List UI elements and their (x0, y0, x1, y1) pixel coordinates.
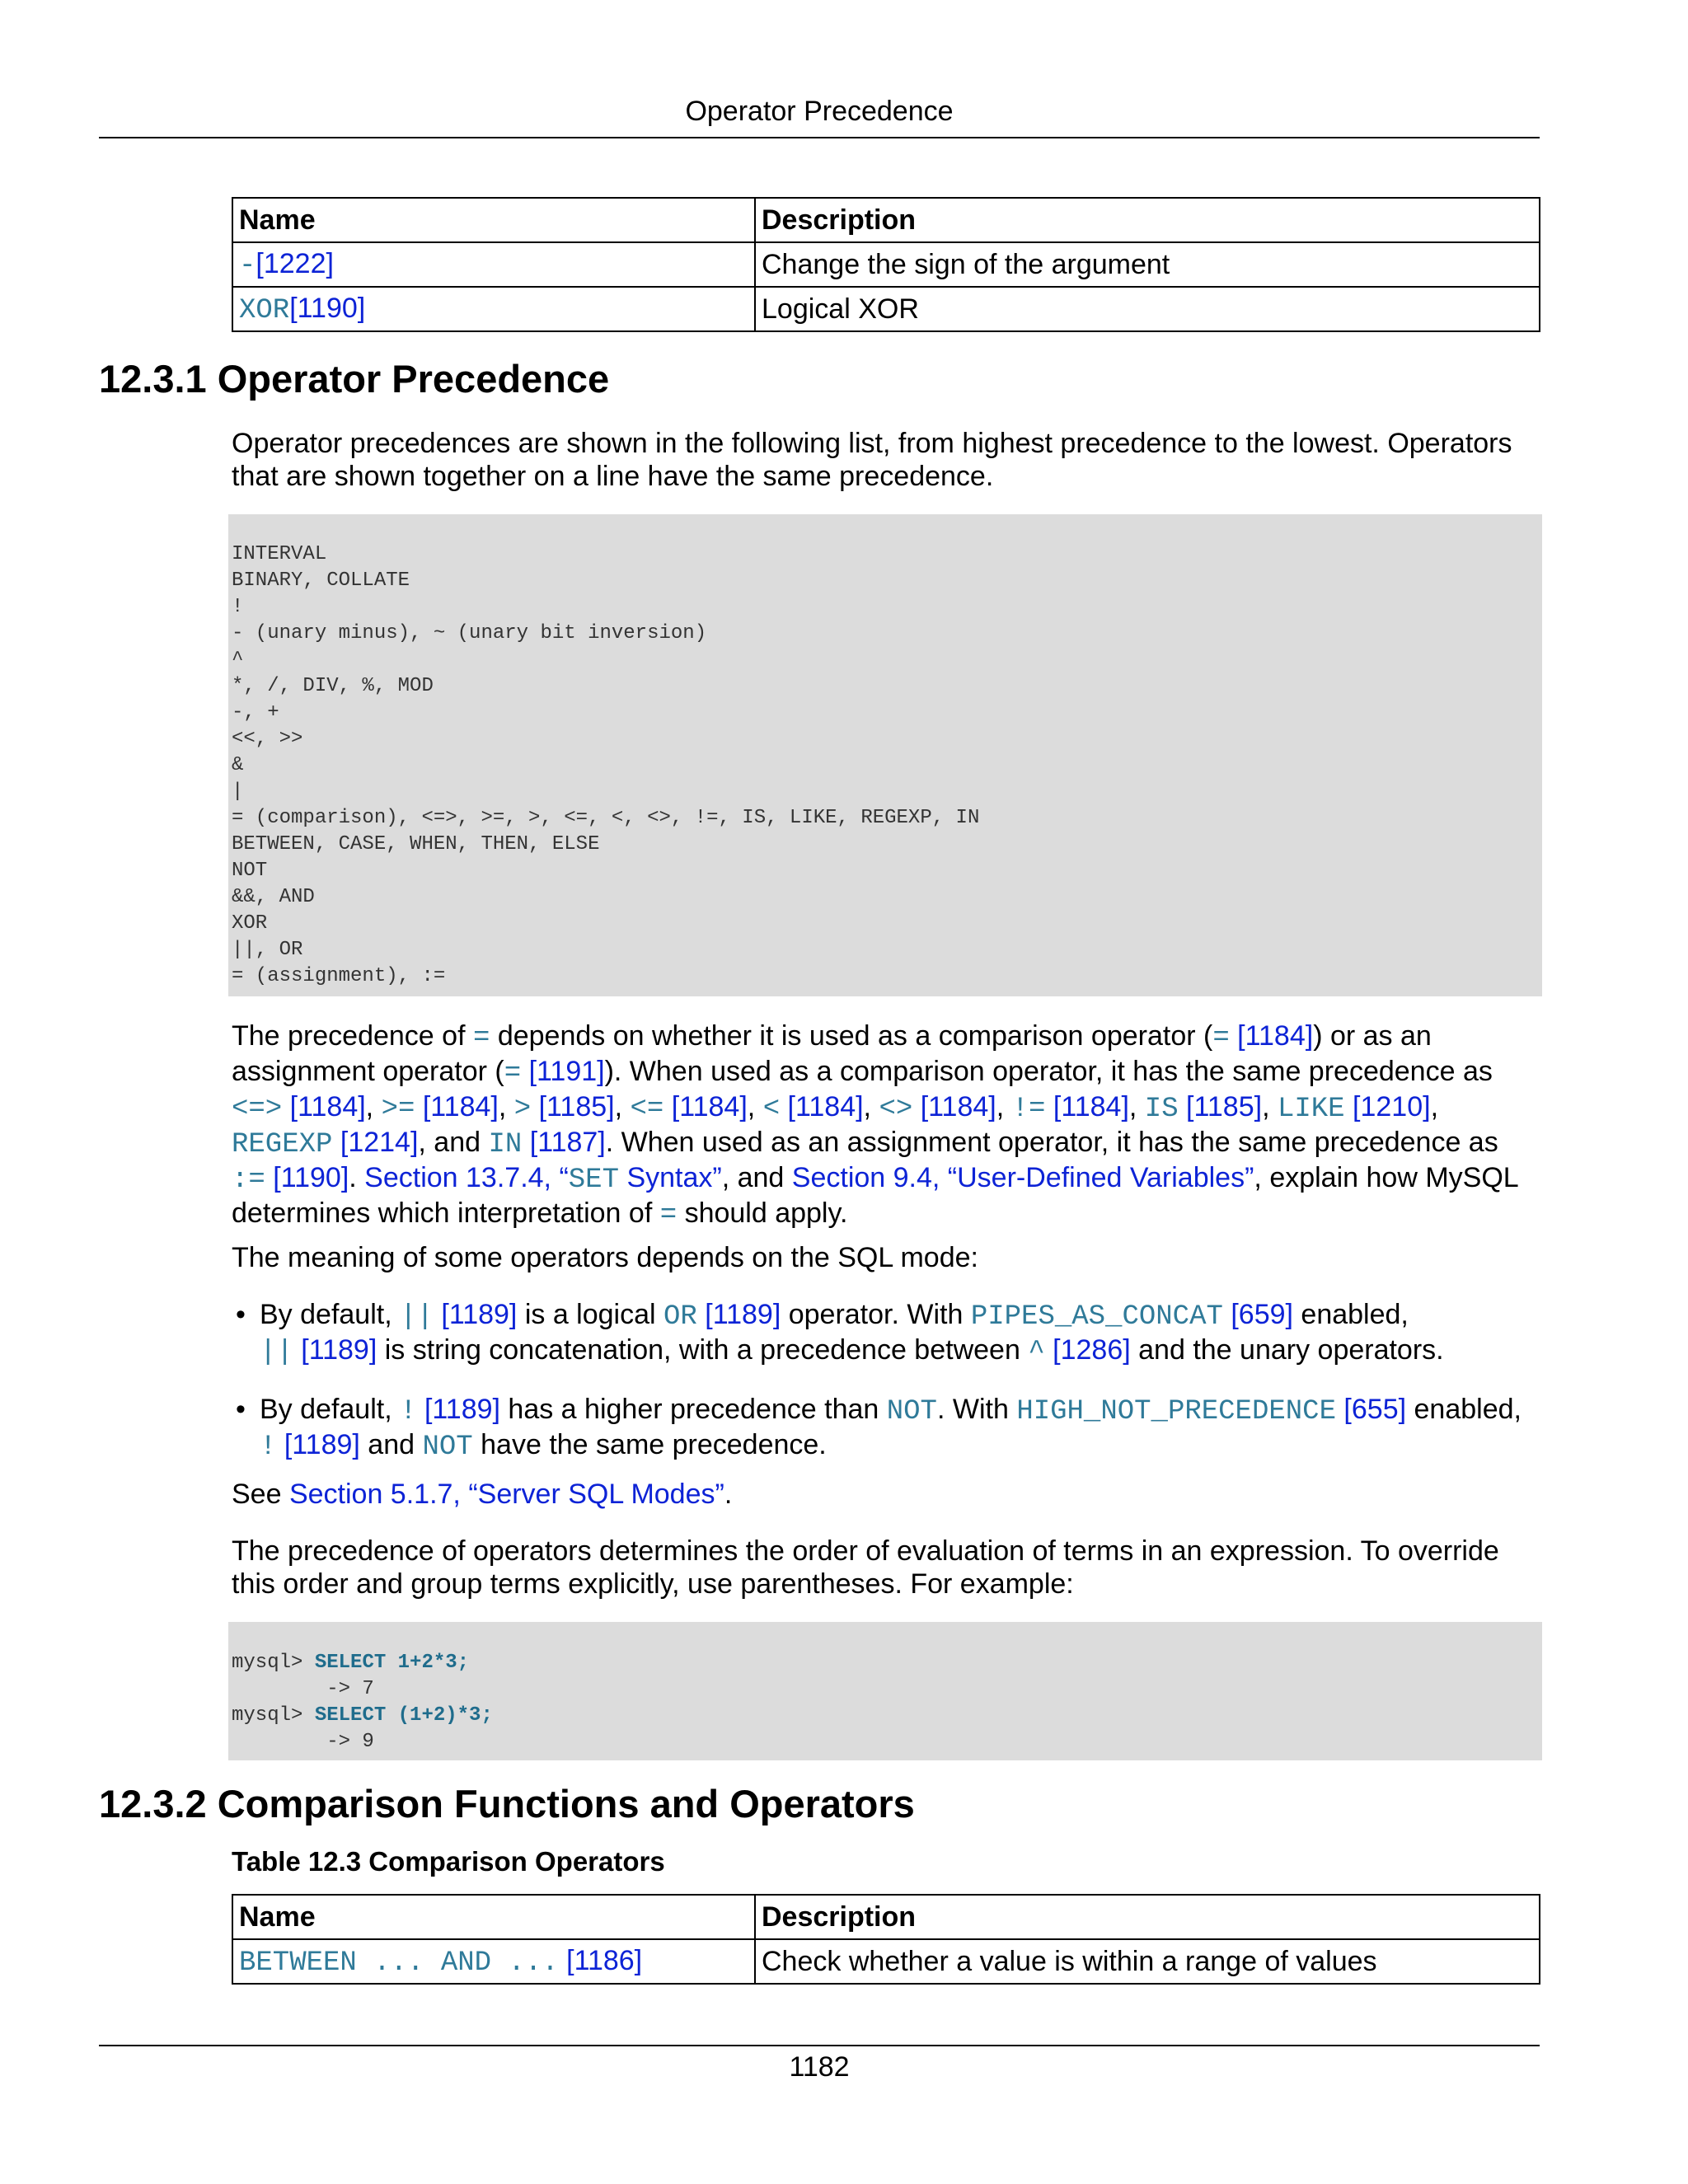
operator-link[interactable]: >= (381, 1094, 415, 1125)
operator-description-cell: Logical XOR (755, 287, 1540, 331)
text-run: See (232, 1479, 289, 1510)
page-ref-link[interactable]: [1184] (663, 1091, 748, 1122)
operator-link[interactable]: IN (488, 1129, 523, 1160)
precedence-line: = (assignment), := (232, 965, 446, 987)
page-ref-link[interactable]: [1214] (332, 1127, 419, 1158)
precedence-line: XOR (232, 912, 268, 935)
page-ref-link[interactable]: [1185] (531, 1091, 615, 1122)
page-ref-link[interactable]: [1286] (1044, 1334, 1131, 1366)
precedence-line: NOT (232, 860, 268, 882)
comparison-operators-table (232, 1894, 1540, 1985)
operator-link[interactable]: <=> (232, 1094, 283, 1125)
link-code: SET (568, 1165, 619, 1196)
precedence-line: | (232, 780, 244, 803)
operator-link[interactable]: := (232, 1165, 265, 1196)
text-run: , and (721, 1162, 792, 1193)
intro-paragraph: Operator precedences are shown in the following list, from highest precedence to the lowest. Operators that are shown together on a line have the same precedence. (232, 428, 1512, 492)
page-ref-link[interactable]: [1189] (293, 1334, 377, 1366)
page-ref-link[interactable]: [1184] (282, 1091, 366, 1122)
page-ref-link[interactable]: [1190] (289, 292, 366, 324)
table-row (232, 1939, 1540, 1984)
operator-name-cell (232, 242, 755, 287)
footer-divider (99, 2045, 1540, 2046)
operator-link[interactable]: LIKE (1277, 1094, 1345, 1125)
sql-mode-link[interactable]: PIPES_AS_CONCAT (970, 1301, 1223, 1333)
text-run: . When used as an assignment operator, it has the same precedence as (605, 1127, 1498, 1158)
page-ref-link[interactable]: [1186] (566, 1944, 643, 1976)
operator-name-cell (232, 287, 755, 331)
operator-link[interactable]: ! (260, 1432, 277, 1463)
example-code-text (228, 1622, 1542, 1755)
precedence-line: BINARY, COLLATE (232, 569, 410, 592)
code-prompt: mysql> (232, 1652, 315, 1674)
operator-link[interactable]: = (504, 1058, 522, 1090)
inline-code: = (659, 1200, 678, 1231)
text-run: should apply. (677, 1197, 848, 1229)
page-ref-link[interactable]: [1187] (522, 1127, 606, 1158)
precedence-line: &&, AND (232, 886, 315, 908)
text-run: has a higher precedence than (499, 1394, 887, 1425)
operator-link[interactable]: != (1011, 1094, 1046, 1125)
operator-link[interactable]: || (400, 1301, 434, 1333)
page-ref-link[interactable]: [1184] (912, 1091, 996, 1122)
page-ref-link[interactable]: [1184] (780, 1091, 864, 1122)
operator-code-link[interactable]: XOR (239, 294, 290, 326)
text-run: enabled, (1406, 1394, 1522, 1425)
column-header-description: Description (755, 1895, 1540, 1939)
text-run: enabled, (1292, 1299, 1409, 1330)
text-run: is a logical (517, 1299, 664, 1330)
text-run: By default, (260, 1394, 401, 1425)
link-text: Section 13.7.4, “ (364, 1162, 569, 1193)
link-text: Syntax” (619, 1162, 722, 1193)
operator-link[interactable]: IS (1144, 1094, 1179, 1125)
page-ref-link[interactable]: [1222] (256, 247, 334, 279)
precedence-line: = (comparison), <=>, >=, >, <=, <, <>, !=, IS, LIKE, REGEXP, IN (232, 807, 980, 829)
column-header-name: Name (232, 198, 755, 242)
operator-link[interactable]: ^ (1028, 1337, 1045, 1368)
text-run: By default, (260, 1299, 401, 1330)
code-prompt: mysql> (232, 1704, 315, 1727)
text-run: is string concatenation, with a precedence between (377, 1334, 1029, 1366)
sqlmode-paragraph: The meaning of some operators depends on the SQL mode: (232, 1242, 978, 1273)
operator-link[interactable]: ! (400, 1396, 417, 1427)
page-ref-link[interactable]: [1189] (433, 1299, 518, 1330)
table-row (232, 242, 1540, 287)
sql-mode-link[interactable]: HIGH_NOT_PRECEDENCE (1016, 1396, 1336, 1427)
operator-link[interactable]: <= (630, 1094, 664, 1125)
precedence-line: - (unary minus), ~ (unary bit inversion) (232, 622, 707, 644)
table-header-row (232, 198, 1540, 242)
operator-name-cell (232, 1939, 755, 1984)
precedence-code-text (228, 514, 1542, 990)
code-result: -> 9 (232, 1731, 374, 1753)
precedence-line: & (232, 754, 244, 776)
equals-paragraph-container (232, 1019, 1540, 1232)
page-ref-link[interactable]: [1189] (416, 1394, 500, 1425)
text-run: operator. With (781, 1299, 971, 1330)
list-item (232, 1393, 1540, 1464)
page-header-title: Operator Precedence (685, 96, 954, 127)
text-run: The precedence of (232, 1020, 473, 1052)
intro-paragraph-container (232, 427, 1540, 493)
page-ref-link[interactable]: [1184] (1045, 1091, 1129, 1122)
text-run: . With (936, 1394, 1017, 1425)
sqlmode-paragraph-container (232, 1241, 1540, 1274)
text-run: ). When used as a comparison operator, it has the same precedence as (604, 1056, 1493, 1087)
page-ref-link[interactable]: [1191] (521, 1056, 605, 1087)
text-run: have the same precedence. (472, 1429, 827, 1460)
section-heading-operator-precedence: 12.3.1 Operator Precedence (99, 357, 610, 401)
operator-link[interactable]: OR (663, 1301, 697, 1333)
inline-code: = (472, 1023, 490, 1054)
page-number: 1182 (789, 2051, 850, 2083)
list-item (232, 1298, 1540, 1369)
page-ref-link[interactable]: [1184] (415, 1091, 499, 1122)
precedence-line: -, + (232, 701, 279, 724)
page-ref-link[interactable]: [1189] (696, 1299, 781, 1330)
operator-link[interactable]: || (260, 1337, 293, 1368)
table-row (232, 287, 1540, 331)
inline-code: NOT (886, 1396, 937, 1427)
column-header-description: Description (755, 198, 1540, 242)
see-paragraph (232, 1478, 1540, 1511)
inline-code: NOT (422, 1432, 473, 1463)
sqlmode-bullet-list (232, 1298, 1540, 1464)
table-header-row (232, 1895, 1540, 1939)
section-link-user-defined-variables[interactable]: Section 9.4, “User-Defined Variables” (791, 1162, 1254, 1193)
precedence-line: INTERVAL (232, 543, 327, 565)
text-run: depends on whether it is used as a comparison operator ( (490, 1020, 1213, 1052)
text-run: . (724, 1479, 733, 1510)
equals-paragraph: The precedence of = depends on whether it is used as a comparison operator (= [1184]) or as an assignment operator (= [1191]). When used as a comparison operator, it has the same precedence as <=> [1184], >= [1184], > [1185], <= [1184], < [1184], <> [1184], != [1184], IS [1185], LIKE [1210], REGEXP [1214], and IN [1187]. When used as an assignment operator, it has the same precedence as := [1190]. Section 13.7.4, “SET Syntax”, and Section 9.4, “User-Defined Variables”, explain how MySQL determines which interpretation of = should apply. (232, 1020, 1518, 1231)
page-ref-link[interactable]: [1185] (1178, 1091, 1263, 1122)
text-run: and the unary operators. (1130, 1334, 1444, 1366)
text-run: ) or as an assignment operator ( (232, 1020, 1432, 1087)
order-paragraph-container (232, 1535, 1540, 1601)
code-statement: SELECT (1+2)*3; (314, 1704, 493, 1727)
operator-link[interactable]: < (762, 1094, 781, 1125)
operator-link[interactable]: = (1212, 1023, 1230, 1054)
example-code-block (228, 1622, 1542, 1760)
precedence-line: BETWEEN, CASE, WHEN, THEN, ELSE (232, 833, 600, 855)
precedence-line: ||, OR (232, 939, 303, 961)
page-ref-link[interactable]: [659] (1222, 1299, 1293, 1330)
code-statement: SELECT 1+2*3; (314, 1652, 470, 1674)
section-link-server-sql-modes[interactable]: Section 5.1.7, “Server SQL Modes” (288, 1479, 724, 1510)
text-run: , explain how MySQL determines which interpretation of (232, 1162, 1518, 1229)
operator-description-cell: Change the sign of the argument (755, 242, 1540, 287)
table-caption: Table 12.3 Comparison Operators (232, 1846, 665, 1877)
column-header-name: Name (232, 1895, 755, 1939)
operator-link[interactable]: <> (879, 1094, 913, 1125)
page-ref-link[interactable]: [1190] (265, 1162, 349, 1193)
operator-link[interactable]: > (513, 1094, 532, 1125)
page-ref-link[interactable]: [1210] (1344, 1091, 1431, 1122)
page-ref-link[interactable]: [1184] (1229, 1020, 1314, 1052)
operator-description-cell: Check whether a value is within a range of values (755, 1939, 1540, 1984)
operators-table-continued (232, 197, 1540, 332)
see-paragraph-container (232, 1478, 1540, 1511)
page-ref-link[interactable]: [1189] (276, 1429, 360, 1460)
table-caption-container (232, 1846, 1540, 1877)
precedence-code-block (228, 514, 1542, 996)
precedence-line: *, /, DIV, %, MOD (232, 675, 434, 697)
operator-code-link[interactable]: BETWEEN ... AND ... (239, 1947, 559, 1979)
section-link-set-syntax[interactable] (364, 1162, 722, 1196)
section-heading-comparison-functions: 12.3.2 Comparison Functions and Operators (99, 1782, 915, 1825)
precedence-line: ! (232, 596, 244, 618)
text-run: , and (418, 1127, 489, 1158)
header-divider (99, 137, 1540, 138)
operator-link[interactable]: REGEXP (232, 1129, 333, 1160)
page-ref-link[interactable]: [655] (1335, 1394, 1407, 1425)
text-run: and (359, 1429, 423, 1460)
precedence-line: <<, >> (232, 728, 303, 750)
precedence-line: ^ (232, 649, 244, 671)
order-paragraph: The precedence of operators determines the order of evaluation of terms in an expression. To override this order and group terms explicitly, use parentheses. For example: (232, 1535, 1499, 1600)
code-result: -> 7 (232, 1678, 374, 1700)
operator-code-link[interactable]: - (239, 250, 256, 282)
